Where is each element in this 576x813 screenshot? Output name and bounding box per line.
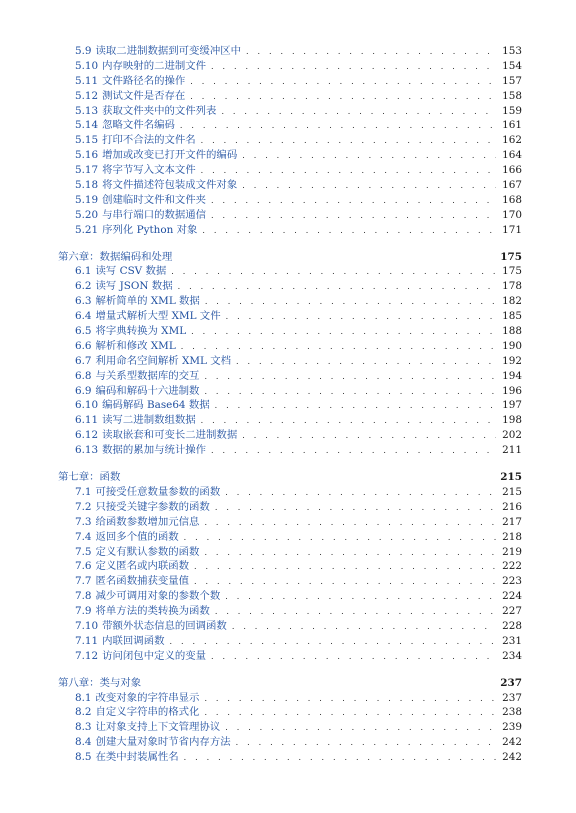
section-page-number: 188	[502, 325, 522, 338]
dot-leader	[242, 179, 496, 194]
section-page-number: 215	[502, 485, 522, 498]
section-title: 打印不合法的文件名	[102, 134, 196, 147]
section-page-number: 190	[502, 339, 522, 352]
section-title: 增加或改变已打开文件的编码	[102, 149, 238, 162]
section-number: 5.14	[75, 119, 99, 132]
dot-leader	[171, 265, 496, 280]
dot-leader	[211, 194, 496, 209]
section-title: 读写 JSON 数据	[95, 280, 173, 293]
section-page-number: 218	[502, 530, 522, 543]
section-number: 8.2	[75, 706, 92, 719]
section-title: 在类中封装属性名	[95, 751, 179, 764]
section-page-number: 224	[502, 590, 522, 603]
section-title: 读写二进制数组数据	[102, 414, 196, 427]
section-title: 将字典转换为 XML	[95, 325, 187, 338]
section-page-number: 194	[502, 369, 522, 382]
section-title: 读取二进制数据到可变缓冲区中	[95, 45, 241, 57]
section-page-number: 216	[502, 500, 522, 513]
section-number: 5.10	[75, 59, 99, 72]
section-page-number: 239	[502, 721, 522, 734]
toc-entry[interactable]	[58, 530, 522, 545]
section-number: 7.7	[75, 575, 92, 588]
chapter-title: 第八章：类与对象	[58, 676, 142, 689]
toc-entry[interactable]	[58, 619, 522, 634]
section-title: 访问闭包中定义的变量	[102, 649, 207, 662]
toc-entry[interactable]	[58, 193, 522, 208]
section-page-number: 223	[502, 575, 522, 588]
section-title: 获取文件夹中的文件列表	[102, 104, 217, 117]
section-number: 6.1	[75, 265, 92, 278]
toc-entry[interactable]	[58, 148, 522, 163]
section-page-number: 166	[502, 164, 522, 177]
dot-leader	[204, 546, 496, 561]
section-title: 增量式解析大型 XML 文件	[95, 310, 221, 323]
dot-leader	[232, 620, 496, 635]
chapter-page-number: 175	[500, 250, 522, 263]
section-title: 序列化 Python 对象	[102, 223, 198, 236]
dot-leader	[204, 370, 496, 385]
section-title: 改变对象的字符串显示	[95, 691, 200, 704]
dot-leader	[181, 340, 496, 355]
toc-entry[interactable]	[58, 574, 522, 589]
toc-entry[interactable]	[58, 264, 522, 279]
section-number: 6.13	[75, 444, 99, 457]
dot-leader	[211, 209, 496, 224]
section-title: 利用命名空间解析 XML 文档	[95, 354, 231, 367]
section-title: 测试文件是否存在	[102, 89, 186, 102]
dot-leader	[184, 531, 496, 546]
section-page-number: 197	[502, 399, 522, 412]
section-page-number: 159	[502, 104, 522, 117]
section-number: 8.3	[75, 721, 92, 734]
toc-entry[interactable]	[58, 559, 522, 574]
toc-entry[interactable]	[58, 354, 522, 369]
chapter-title: 第六章：数据编码和处理	[58, 250, 173, 263]
section-page-number: 222	[502, 560, 522, 573]
chapter-heading[interactable]	[58, 250, 522, 265]
section-page-number: 198	[502, 414, 522, 427]
section-number: 7.8	[75, 590, 92, 603]
section-number: 6.3	[75, 295, 92, 308]
dot-leader	[242, 429, 496, 444]
section-title: 定义匿名或内联函数	[95, 560, 190, 573]
toc-entry[interactable]	[58, 223, 522, 238]
dot-leader	[215, 605, 496, 620]
chapter-6	[58, 250, 522, 458]
section-number: 7.10	[75, 619, 99, 632]
section-number: 8.4	[75, 736, 92, 749]
dot-leader	[201, 414, 496, 429]
dot-leader	[204, 706, 496, 721]
dot-leader	[236, 355, 496, 370]
chapter-7	[58, 470, 522, 664]
section-title: 创建临时文件和文件夹	[102, 193, 207, 206]
section-number: 6.9	[75, 384, 92, 397]
section-number: 6.2	[75, 280, 92, 293]
dot-leader	[211, 650, 496, 665]
section-number: 5.9	[75, 45, 92, 57]
section-page-number: 171	[502, 223, 522, 236]
section-title: 编码解码 Base64 数据	[102, 399, 210, 412]
dot-leader	[211, 60, 496, 75]
section-page-number: 164	[502, 149, 522, 162]
section-number: 5.11	[75, 74, 99, 87]
toc-entry[interactable]	[58, 634, 522, 649]
section-page-number: 158	[502, 89, 522, 102]
section-title: 读取嵌套和可变长二进制数据	[102, 429, 238, 442]
section-title: 文件路径名的操作	[102, 74, 186, 87]
section-page-number: 231	[502, 634, 522, 647]
section-title: 可接受任意数量参数的函数	[95, 485, 221, 498]
section-number: 7.4	[75, 530, 92, 543]
toc-entry[interactable]	[58, 384, 522, 399]
section-number: 7.11	[75, 634, 99, 647]
dot-leader	[201, 164, 496, 179]
toc-entry[interactable]	[58, 163, 522, 178]
toc-entry[interactable]	[58, 443, 522, 458]
section-page-number: 217	[502, 515, 522, 528]
toc-entry[interactable]	[58, 515, 522, 530]
dot-leader	[201, 134, 496, 149]
section-title: 创建大量对象时节省内存方法	[95, 736, 231, 749]
section-number: 5.20	[75, 208, 99, 221]
dot-leader	[184, 751, 496, 766]
section-title: 定义有默认参数的函数	[95, 545, 200, 558]
toc-entry[interactable]	[58, 89, 522, 104]
section-page-number: 175	[502, 265, 522, 278]
toc-entry[interactable]	[58, 309, 522, 324]
dot-leader	[225, 486, 496, 501]
toc-entry[interactable]	[58, 324, 522, 339]
section-number: 7.3	[75, 515, 92, 528]
dot-leader	[226, 310, 496, 325]
toc-entry[interactable]	[58, 649, 522, 664]
dot-leader	[169, 635, 496, 650]
toc-entry[interactable]	[58, 104, 522, 119]
chapter-5-continued	[58, 44, 522, 238]
toc-entry[interactable]	[58, 74, 522, 89]
section-title: 减少可调用对象的参数个数	[95, 590, 221, 603]
dot-leader	[221, 105, 496, 120]
toc-entry[interactable]	[58, 59, 522, 74]
section-title: 给函数参数增加元信息	[95, 515, 200, 528]
dot-leader	[194, 560, 496, 575]
dot-leader	[204, 692, 496, 707]
section-title: 自定义字符串的格式化	[95, 706, 200, 719]
section-page-number: 182	[502, 295, 522, 308]
section-page-number: 211	[502, 444, 522, 457]
toc-entry[interactable]	[58, 413, 522, 428]
dot-leader	[202, 224, 496, 239]
dot-leader	[178, 280, 496, 295]
dot-leader	[215, 399, 496, 414]
section-page-number: 162	[502, 134, 522, 147]
toc-entry[interactable]	[58, 720, 522, 735]
section-page-number: 168	[502, 193, 522, 206]
section-page-number: 228	[502, 619, 522, 632]
section-page-number: 157	[502, 74, 522, 87]
toc-entry[interactable]	[58, 589, 522, 604]
section-page-number: 178	[502, 280, 522, 293]
section-page-number: 161	[502, 119, 522, 132]
toc-entry[interactable]	[58, 178, 522, 193]
dot-leader	[236, 736, 496, 751]
section-number: 6.12	[75, 429, 99, 442]
section-page-number: 219	[502, 545, 522, 558]
section-title: 将文件描述符包装成文件对象	[102, 179, 238, 192]
section-number: 8.1	[75, 691, 92, 704]
dot-leader	[204, 516, 496, 531]
section-page-number: 242	[502, 736, 522, 749]
section-number: 7.1	[75, 485, 92, 498]
toc-entry[interactable]	[58, 545, 522, 560]
section-page-number: 237	[502, 691, 522, 704]
toc-entry[interactable]	[58, 750, 522, 765]
chapter-8	[58, 676, 522, 765]
section-page-number: 202	[502, 429, 522, 442]
section-title: 与串行端口的数据通信	[102, 208, 207, 221]
section-page-number: 170	[502, 208, 522, 221]
dot-leader	[191, 325, 496, 340]
section-number: 7.2	[75, 500, 92, 513]
section-title: 数据的累加与统计操作	[102, 444, 207, 457]
section-title: 内存映射的二进制文件	[102, 59, 207, 72]
section-page-number: 238	[502, 706, 522, 719]
toc-entry[interactable]	[58, 133, 522, 148]
chapter-page-number: 237	[500, 676, 522, 689]
section-title: 读写 CSV 数据	[95, 265, 167, 278]
section-title: 编码和解码十六进制数	[95, 384, 200, 397]
toc-entry[interactable]	[58, 428, 522, 443]
section-page-number: 234	[502, 649, 522, 662]
toc-entry[interactable]	[58, 294, 522, 309]
dot-leader	[180, 119, 496, 134]
section-number: 5.13	[75, 104, 99, 117]
toc-entry[interactable]	[58, 691, 522, 706]
section-title: 只接受关键字参数的函数	[95, 500, 210, 513]
toc-entry[interactable]	[58, 604, 522, 619]
dot-leader	[215, 501, 496, 516]
toc-entry[interactable]	[58, 279, 522, 294]
toc-entry[interactable]	[58, 44, 522, 59]
section-title: 匿名函数捕获变量值	[95, 575, 190, 588]
toc-entry[interactable]	[58, 705, 522, 720]
section-number: 5.16	[75, 149, 99, 162]
section-number: 7.9	[75, 605, 92, 618]
dot-leader	[242, 149, 496, 164]
section-title: 返回多个值的函数	[95, 530, 179, 543]
section-number: 6.7	[75, 354, 92, 367]
dot-leader	[190, 75, 496, 90]
dot-leader	[204, 385, 496, 400]
section-number: 7.5	[75, 545, 92, 558]
section-number: 5.21	[75, 223, 99, 236]
dot-leader	[190, 90, 496, 105]
toc-entry[interactable]	[58, 369, 522, 384]
section-page-number: 196	[502, 384, 522, 397]
section-title: 将字节写入文本文件	[102, 164, 196, 177]
section-title: 与关系型数据库的交互	[95, 369, 200, 382]
chapter-page-number: 215	[500, 471, 522, 484]
dot-leader	[205, 295, 496, 310]
section-page-number: 192	[502, 354, 522, 367]
section-number: 5.15	[75, 134, 99, 147]
section-number: 5.19	[75, 193, 99, 206]
dot-leader	[225, 590, 496, 605]
section-title: 让对象支持上下文管理协议	[95, 721, 221, 734]
section-title: 内联回调函数	[102, 634, 165, 647]
toc-entry[interactable]	[58, 118, 522, 133]
section-number: 5.18	[75, 179, 99, 192]
section-title: 将单方法的类转换为函数	[95, 605, 210, 618]
toc-entry[interactable]	[58, 735, 522, 750]
section-page-number: 242	[502, 751, 522, 764]
section-title: 带额外状态信息的回调函数	[102, 619, 227, 632]
section-page-number: 167	[502, 179, 522, 192]
dot-leader	[246, 45, 496, 60]
section-number: 5.17	[75, 164, 99, 177]
section-number: 8.5	[75, 751, 92, 764]
section-title: 解析简单的 XML 数据	[95, 295, 200, 308]
section-number: 7.6	[75, 560, 92, 573]
chapter-heading[interactable]	[58, 470, 522, 485]
section-number: 6.8	[75, 369, 92, 382]
section-number: 6.5	[75, 325, 92, 338]
section-number: 5.12	[75, 89, 99, 102]
section-number: 6.6	[75, 339, 92, 352]
toc-entry[interactable]	[58, 398, 522, 413]
section-page-number: 154	[502, 59, 522, 72]
section-number: 6.10	[75, 399, 99, 412]
toc-entry[interactable]	[58, 500, 522, 515]
dot-leader	[211, 444, 496, 459]
section-page-number: 153	[502, 45, 522, 57]
table-of-contents	[58, 44, 522, 765]
section-number: 7.12	[75, 649, 99, 662]
section-title: 忽略文件名编码	[102, 119, 175, 132]
section-number: 6.11	[75, 414, 99, 427]
section-page-number: 185	[502, 310, 522, 323]
section-number: 6.4	[75, 310, 92, 323]
section-title: 解析和修改 XML	[95, 339, 176, 352]
toc-entry[interactable]	[58, 208, 522, 223]
toc-entry[interactable]	[58, 339, 522, 354]
section-page-number: 227	[502, 605, 522, 618]
dot-leader	[225, 721, 496, 736]
chapter-title: 第七章：函数	[58, 471, 121, 484]
toc-entry[interactable]	[58, 485, 522, 500]
dot-leader	[194, 575, 496, 590]
chapter-heading[interactable]	[58, 676, 522, 691]
